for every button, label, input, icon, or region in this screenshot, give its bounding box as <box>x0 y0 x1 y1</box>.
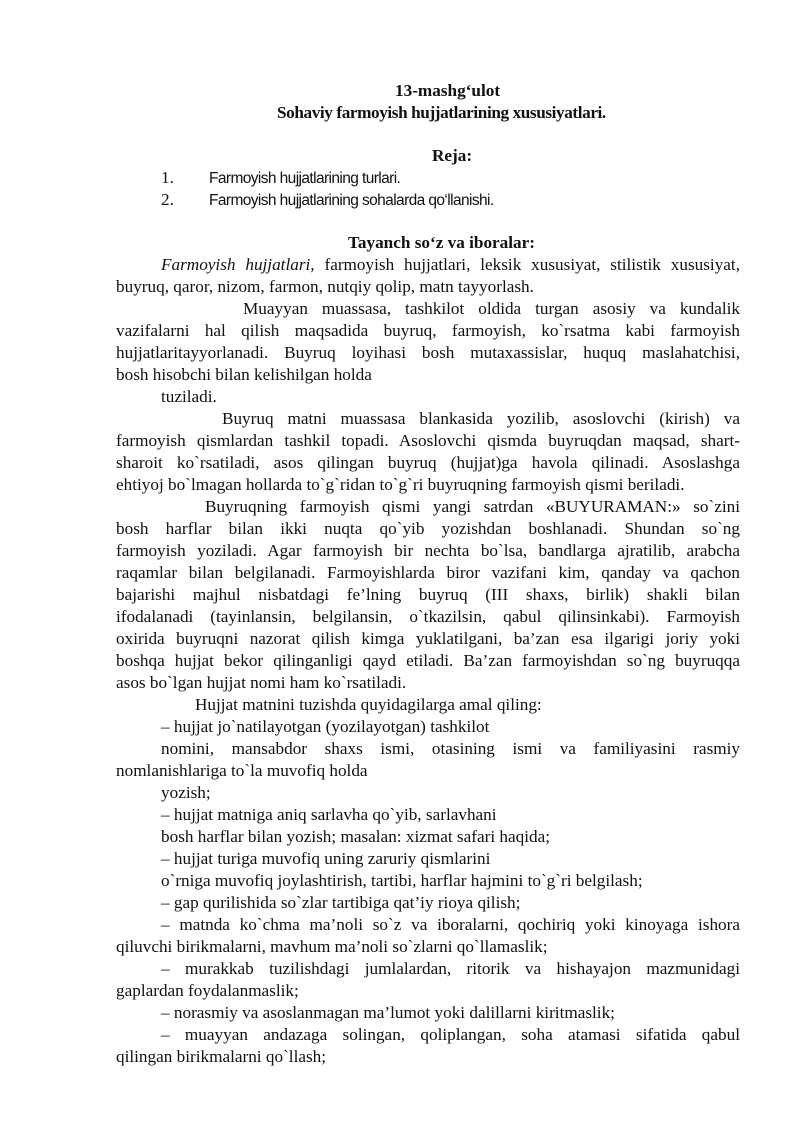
plan-item-1-number: 1. <box>161 168 174 187</box>
rule-line: – hujjat jo`natilayotgan (yozilayotgan) tashkilot <box>161 717 490 736</box>
paragraph-line: bajarishi majhul nisbatdagi fe’lning buyruq (III shaxs, birlik) shakli bilan <box>116 585 740 604</box>
paragraph-line: ehtiyoj bo`lmagan hollarda to`g`ridan to`g`ri buyruqning farmoyish qismi beriladi. <box>116 475 685 494</box>
rules-intro: Hujjat matnini tuzishda quyidagilarga amal qiling: <box>195 695 542 714</box>
paragraph-line: hujjatlaritayyorlanadi. Buyruq loyihasi bosh mutaxassislar, huquq maslahatchisi, <box>116 343 740 362</box>
paragraph-line: asos bo`lgan hujjat nomi ham ko`rsatiladi. <box>116 673 407 692</box>
rule-line: qilingan birikmalarni qo`llash; <box>116 1047 327 1066</box>
paragraph-line: Buyruqning farmoyish qismi yangi satrdan «BUYURAMAN:» so`zini <box>205 497 740 516</box>
paragraph-line: Buyruq matni muassasa blankasida yozilib, asoslovchi (kirish) va <box>222 409 740 428</box>
paragraph-line: raqamlar bilan belgilanadi. Farmoyishlarda biror vazifani kim, qanday va qachon <box>116 563 740 582</box>
rule-line: yozish; <box>161 783 211 802</box>
paragraph-line: oxirida buyruqni nazorat qilish kimga yuklatilgani, ba’zan esa ilgarigi joriy yoki <box>116 629 740 648</box>
rule-line: gaplardan foydalanmaslik; <box>116 981 299 1000</box>
lesson-number: 13-mashg‘ulot <box>395 81 501 100</box>
rule-line: – hujjat matniga aniq sarlavha qo`yib, sarlavhani <box>161 805 497 824</box>
paragraph-line: boshqa hujjat bekor qilinganligi qayd etiladi. Ba’zan farmoyishdan so`ng buyruqqa <box>116 651 740 670</box>
keywords-line-2: buyruq, qaror, nizom, farmon, nutqiy qolip, matn tayyorlash. <box>116 277 534 296</box>
paragraph-line: tuziladi. <box>161 387 217 406</box>
rule-line: – norasmiy va asoslanmagan ma’lumot yoki dalillarni kiritmaslik; <box>161 1003 615 1022</box>
paragraph-line: farmoyish qismlardan tashkil topadi. Asoslovchi qismda buyruqdan maqsad, shart- <box>116 431 740 450</box>
paragraph-line: bosh harflar bilan ikki nuqta qo`yib yozishdan boshlanadi. Shundan so`ng <box>116 519 740 538</box>
keywords-lead: Farmoyish hujjatlari, <box>161 255 325 274</box>
rule-line: nomlanishlariga to`la muvofiq holda <box>116 761 368 780</box>
paragraph-line: vazifalarni hal qilish maqsadida buyruq, farmoyish, ko`rsatma kabi farmoyish <box>116 321 740 340</box>
paragraph-line: farmoyish yoziladi. Agar farmoyish bir nechta bo`lsa, bandlarga ajratilib, arabcha <box>116 541 740 560</box>
paragraph-line: Muayyan muassasa, tashkilot oldida turgan asosiy va kundalik <box>243 299 740 318</box>
keywords-heading: Tayanch so‘z va iboralar: <box>348 233 535 252</box>
rule-line: nomini, mansabdor shaxs ismi, otasining ismi va familiyasini rasmiy <box>161 739 740 758</box>
rule-line: bosh harflar bilan yozish; masalan: xizmat safari haqida; <box>161 827 550 846</box>
rule-line: qiluvchi birikmalarni, mavhum ma’noli so`zlarni qo`llamaslik; <box>116 937 548 956</box>
plan-heading: Reja: <box>432 146 473 165</box>
rule-line: – matnda ko`chma ma’noli so`z va iboralarni, qochiriq yoki kinoyaga ishora <box>161 915 740 934</box>
rule-line: – gap qurilishida so`zlar tartibiga qat’iy rioya qilish; <box>161 893 521 912</box>
keywords-line-1 <box>161 254 740 277</box>
paragraph-line: bosh hisobchi bilan kelishilgan holda <box>116 365 372 384</box>
rule-line: – hujjat turiga muvofiq uning zaruriy qismlarini <box>161 849 491 868</box>
plan-item-2-text: Farmoyish hujjatlarining sohalarda qo‘llanishi. <box>209 192 494 209</box>
plan-item-1-text: Farmoyish hujjatlarining turlari. <box>209 170 401 187</box>
paragraph-line: ifodalanadi (tayinlansin, belgilansin, o`tkazilsin, qabul qilinsinkabi). Farmoyish <box>116 607 740 626</box>
keywords-rest: farmoyish hujjatlari, leksik xususiyat, stilistik xususiyat, <box>324 255 740 274</box>
rule-line: – muayyan andazaga solingan, qoliplangan, soha atamasi sifatida qabul <box>161 1025 740 1044</box>
paragraph-line: sharoit ko`rsatiladi, asos qilingan buyruq (hujjat)ga havola qilinadi. Asoslashga <box>116 453 740 472</box>
plan-item-2-number: 2. <box>161 190 174 209</box>
rule-line: – murakkab tuzilishdagi jumlalardan, ritorik va hishayajon mazmunidagi <box>161 959 740 978</box>
rule-line: o`rniga muvofiq joylashtirish, tartibi, harflar hajmini to`g`ri belgilash; <box>161 871 643 890</box>
lesson-title: Sohaviy farmoyish hujjatlarining xususiyatlari. <box>277 103 606 122</box>
